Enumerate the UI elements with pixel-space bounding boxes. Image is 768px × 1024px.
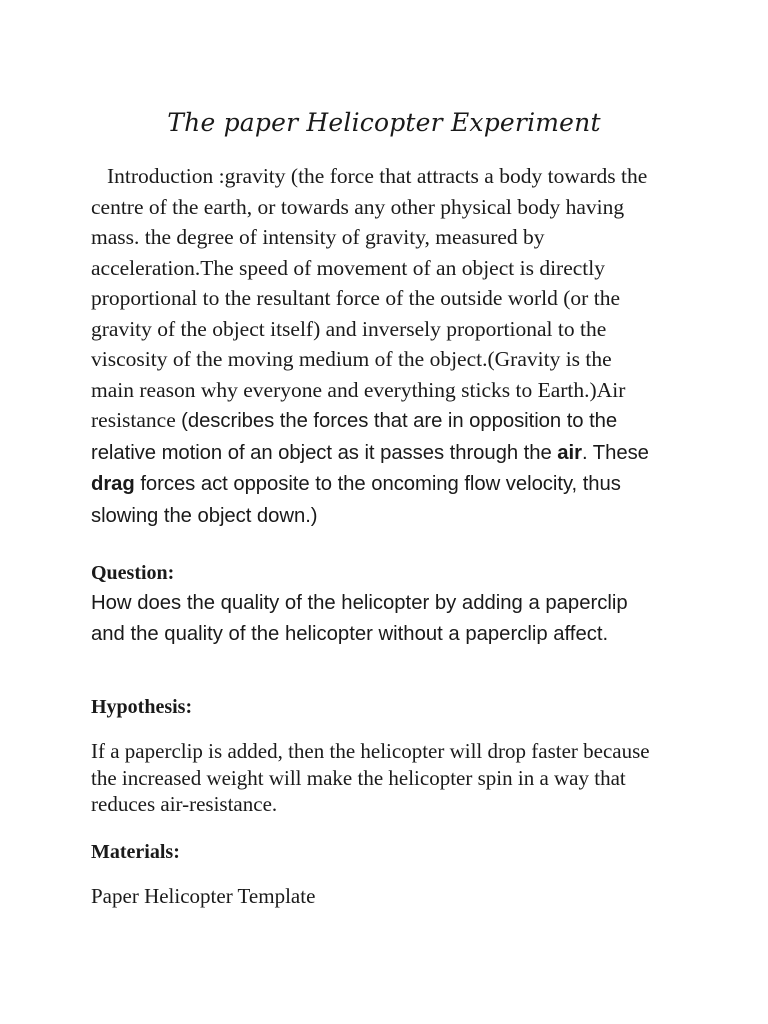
- intro-bold-air: air: [557, 441, 582, 464]
- question-heading: Question:: [91, 562, 175, 584]
- materials-heading: Materials:: [91, 841, 180, 863]
- intro-bold-drag: drag: [91, 473, 135, 495]
- introduction-paragraph: [91, 161, 651, 531]
- intro-text-sans-2: . These: [581, 441, 649, 464]
- intro-text-sans: (describes the forces that are in opposition to the relative motion of an object as it passes through the: [91, 410, 618, 464]
- hypothesis-text: If a paperclip is added, then the helicopter will drop faster because the increased weight will make the helicopter spin in a way that reduces air-resistance.: [91, 739, 650, 816]
- document-title: The paper Helicopter Experiment: [167, 108, 601, 137]
- question-text: How does the quality of the helicopter by adding a paperclip and the quality of the helicopter without a paperclip affect.: [91, 592, 628, 645]
- hypothesis-heading: Hypothesis:: [91, 696, 193, 718]
- materials-item: Paper Helicopter Template: [91, 884, 316, 908]
- intro-text-serif: Introduction :gravity (the force that attracts a body towards the centre of the earth, or towards any other physical body having mass. the degree of intensity of gravity, measured by acceleration.The speed of movement of an object is directly proportional to the resultant force of the outside world (or the gravity of the object itself) and inversely proportional to the viscosity of the moving medium of the object.(Gravity is the main reason why everyone and everything sticks to Earth.)Air resistance: [91, 164, 648, 432]
- intro-text-sans-3: forces act opposite to the oncoming flow velocity, thus slowing the object down.): [91, 473, 621, 527]
